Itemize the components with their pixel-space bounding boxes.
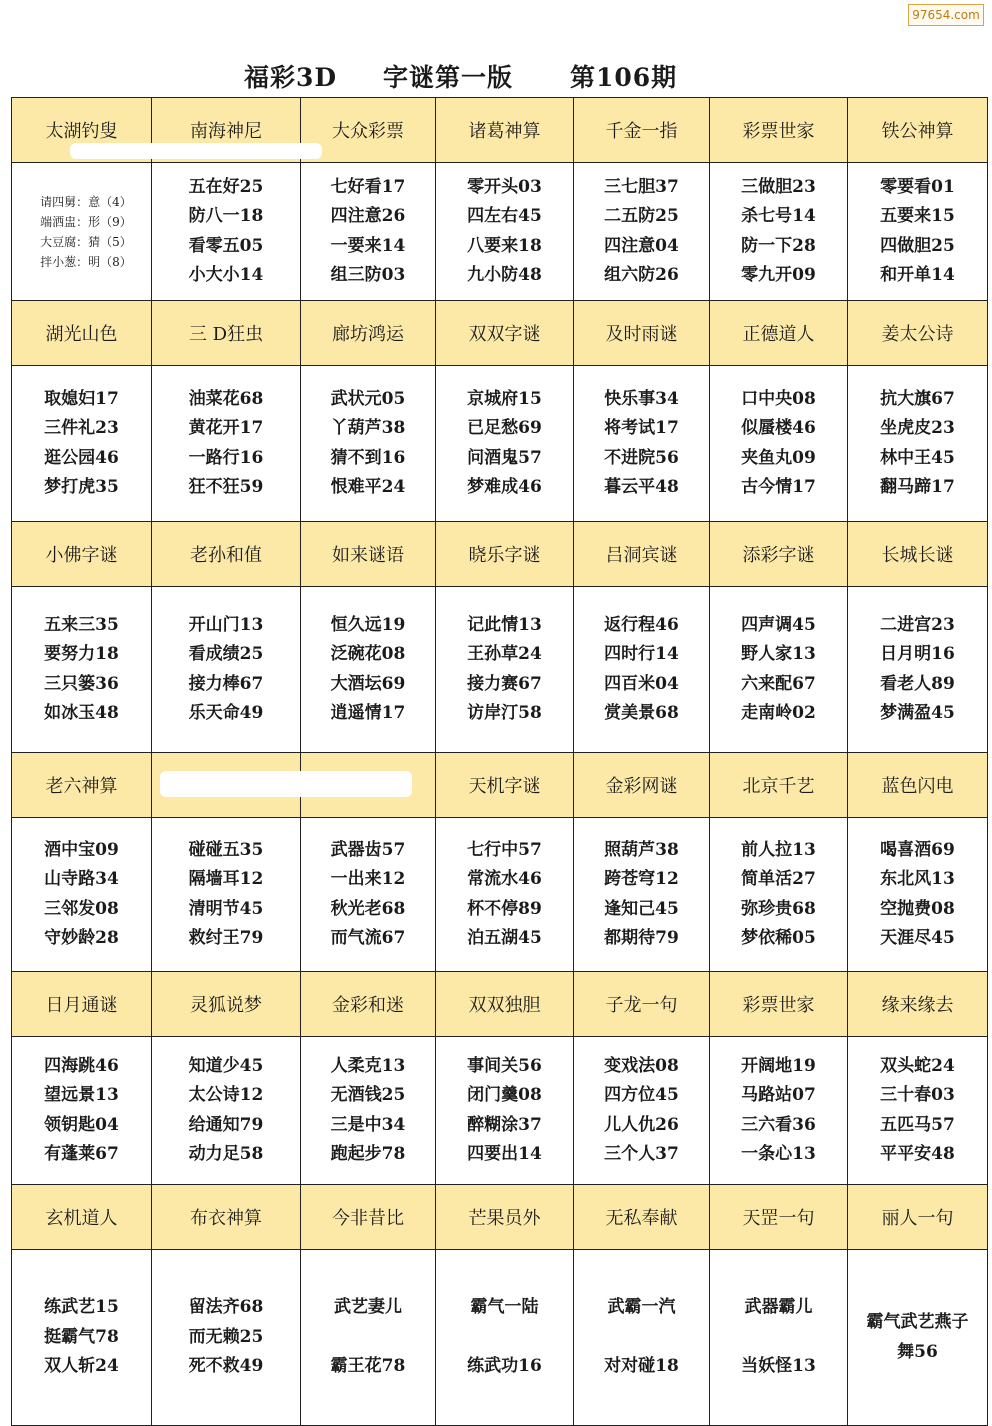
riddle-cell — [12, 1250, 152, 1426]
riddle-line: 开山门13 — [188, 614, 264, 635]
riddle-line: 一要来14 — [330, 235, 406, 256]
riddle-cell — [12, 1037, 152, 1185]
riddle-line: 而无赖25 — [188, 1326, 264, 1347]
riddle-cell — [574, 818, 710, 972]
riddle-line: 三做胆23 — [741, 176, 816, 197]
riddle-line: 记此情13 — [467, 614, 542, 635]
section-title: 老孙和值 — [152, 522, 301, 587]
riddle-line: 跨苍穹12 — [604, 869, 679, 889]
section-title: 芒果员外 — [436, 1185, 574, 1250]
section-title: 诸葛神算 — [436, 98, 574, 163]
riddle-cell — [848, 366, 988, 522]
blur-patch — [70, 143, 322, 159]
header-row — [12, 301, 988, 366]
riddle-line: 杯不停89 — [467, 898, 542, 919]
riddle-line: 变戏法08 — [604, 1055, 679, 1076]
riddle-line: 林中王45 — [880, 447, 955, 468]
riddle-line: 死不救49 — [188, 1356, 264, 1377]
riddle-cell — [152, 587, 301, 753]
riddle-line: 接力棒67 — [188, 673, 264, 694]
riddle-line: 取媳妇17 — [44, 388, 119, 409]
riddle-line: 防一下28 — [741, 235, 816, 256]
riddle-line: 儿人仇26 — [604, 1114, 679, 1135]
riddle-cell — [848, 163, 988, 301]
section-title: 彩票世家 — [710, 98, 848, 163]
riddle-line: 开阔地19 — [741, 1055, 816, 1076]
riddle-line: 翻马蹄17 — [880, 477, 955, 497]
riddle-line: 赏美景68 — [604, 703, 679, 723]
riddle-line: 快乐事34 — [604, 388, 679, 409]
riddle-line: 醉糊涂37 — [467, 1114, 542, 1135]
riddle-line: 五在好25 — [188, 176, 264, 197]
riddle-line: 三十春03 — [880, 1085, 955, 1105]
riddle-cell — [848, 818, 988, 972]
riddle-line: 拌小葱：明（8） — [40, 254, 132, 269]
section-title: 添彩字谜 — [710, 522, 848, 587]
riddle-cell — [301, 1037, 436, 1185]
riddle-line: 古今情17 — [741, 477, 816, 497]
riddle-line: 三只篓36 — [44, 673, 119, 694]
riddle-line: 挺霸气78 — [44, 1326, 119, 1347]
riddle-line: 四做胆25 — [880, 235, 955, 256]
riddle-line: 狂不狂59 — [188, 477, 264, 497]
riddle-line: 四海跳46 — [44, 1055, 119, 1076]
riddle-line: 三个人37 — [604, 1144, 679, 1164]
section-title: 缘来缘去 — [848, 972, 988, 1037]
riddle-line: 太公诗12 — [188, 1085, 264, 1105]
riddle-line: 端洒盅：形（9） — [40, 214, 132, 229]
riddle-line: 望远景13 — [44, 1085, 119, 1105]
content-row — [12, 1250, 988, 1426]
section-title: 灵狐说梦 — [152, 972, 301, 1037]
riddle-line: 练武功16 — [467, 1356, 542, 1377]
section-title: 北京千艺 — [710, 753, 848, 818]
riddle-cell — [436, 587, 574, 753]
riddle-line: 九小防48 — [467, 265, 542, 285]
riddle-line: 四百米04 — [604, 673, 679, 694]
riddle-line: 似蜃楼46 — [741, 418, 816, 438]
riddle-line: 梦满盈45 — [880, 703, 955, 723]
riddle-cell — [12, 818, 152, 972]
page-title — [0, 58, 992, 92]
riddle-cell — [12, 587, 152, 753]
issue-number: 第106期 — [570, 63, 678, 92]
riddle-line: 逢知己45 — [604, 898, 679, 919]
riddle-line: 五匹马57 — [880, 1114, 955, 1135]
riddle-line: 闭门羹08 — [467, 1085, 542, 1105]
riddle-cell — [710, 163, 848, 301]
riddle-cell — [574, 366, 710, 522]
riddle-cell — [436, 1037, 574, 1185]
riddle-line — [574, 1323, 709, 1353]
riddle-line: 马路站07 — [741, 1085, 816, 1105]
section-title: 双双字谜 — [436, 301, 574, 366]
riddle-line: 知道少45 — [188, 1055, 264, 1076]
riddle-line: 双头蛇24 — [880, 1055, 955, 1076]
lottery-name: 福彩3D — [244, 63, 338, 92]
riddle-line: 有蓬莱67 — [44, 1144, 119, 1164]
riddle-cell — [12, 366, 152, 522]
riddle-line: 都期待79 — [604, 928, 679, 948]
riddle-line: 组三防03 — [330, 265, 406, 285]
riddle-line: 坐虎皮23 — [880, 418, 955, 438]
section-title: 大众彩票 — [301, 98, 436, 163]
riddle-cell — [710, 1250, 848, 1426]
riddle-line: 七好看17 — [330, 176, 406, 197]
section-title: 姜太公诗 — [848, 301, 988, 366]
riddle-cell — [152, 366, 301, 522]
section-title: 千金一指 — [574, 98, 710, 163]
riddle-line: 霸气武艺燕子 — [866, 1312, 969, 1332]
riddle-line: 练武艺15 — [44, 1297, 119, 1318]
riddle-line: 七行中57 — [467, 839, 542, 860]
riddle-line: 四要出14 — [467, 1144, 542, 1164]
blur-patch — [160, 771, 412, 797]
riddle-line: 请四舅：意（4） — [40, 194, 132, 209]
riddle-line: 和开单14 — [880, 265, 955, 285]
riddle-line: 恨难平24 — [330, 477, 406, 497]
section-title: 老六神算 — [12, 753, 152, 818]
riddle-line: 领钥匙04 — [44, 1114, 119, 1135]
riddle-line: 武状元05 — [330, 388, 406, 409]
section-title: 晓乐字谜 — [436, 522, 574, 587]
riddle-line: 逛公园46 — [44, 447, 119, 468]
riddle-line: 武器齿57 — [330, 839, 406, 860]
riddle-cell — [436, 818, 574, 972]
riddle-line: 问酒鬼57 — [467, 447, 542, 468]
riddle-line: 泛碗花08 — [330, 644, 406, 664]
riddle-cell — [710, 818, 848, 972]
riddle-line: 泊五湖45 — [467, 928, 542, 948]
riddle-line: 梦难成46 — [467, 477, 542, 497]
section-title: 及时雨谜 — [574, 301, 710, 366]
riddle-line: 大酒坛69 — [330, 673, 406, 694]
riddle-line: 乐天命49 — [188, 703, 264, 723]
riddle-cell — [152, 163, 301, 301]
riddle-line: 事间关56 — [467, 1055, 542, 1076]
riddle-line: 四声调45 — [741, 614, 816, 635]
riddle-line: 接力赛67 — [467, 673, 542, 694]
riddle-line: 三是中34 — [330, 1114, 406, 1135]
content-row — [12, 818, 988, 972]
section-title: 无私奉献 — [574, 1185, 710, 1250]
section-title: 太湖钓叟 — [12, 98, 152, 163]
riddle-line: 给通知79 — [188, 1114, 264, 1135]
riddle-line: 杀七号14 — [741, 206, 816, 226]
section-title: 小佛字谜 — [12, 522, 152, 587]
riddle-cell — [152, 818, 301, 972]
riddle-cell — [848, 587, 988, 753]
riddle-cell — [574, 1037, 710, 1185]
riddle-line: 二进宫23 — [880, 614, 955, 635]
riddle-line: 救纣王79 — [188, 928, 264, 948]
riddle-line: 四注意04 — [604, 235, 679, 256]
riddle-cell — [436, 366, 574, 522]
riddle-line: 武霸一汽 — [607, 1297, 676, 1318]
riddle-line: 平平安48 — [880, 1144, 955, 1164]
riddle-line: 四左右45 — [467, 206, 542, 226]
riddle-line — [301, 1323, 435, 1353]
riddle-cell — [436, 163, 574, 301]
riddle-cell — [152, 1037, 301, 1185]
riddle-line: 山寺路34 — [44, 869, 119, 889]
riddle-line: 一路行16 — [188, 447, 264, 468]
riddle-line: 对对碰18 — [604, 1356, 679, 1377]
riddle-cell — [301, 163, 436, 301]
section-title: 三 D狂虫 — [152, 301, 301, 366]
riddle-line — [436, 1323, 573, 1353]
riddle-line: 丫葫芦38 — [330, 418, 406, 438]
edition-name: 字谜第一版 — [383, 63, 514, 92]
section-title: 丽人一句 — [848, 1185, 988, 1250]
riddle-line: 看成绩25 — [188, 644, 264, 664]
riddle-line: 油菜花68 — [188, 388, 264, 409]
section-title: 吕洞宾谜 — [574, 522, 710, 587]
riddle-line: 动力足58 — [188, 1144, 264, 1164]
riddle-line: 跑起步78 — [330, 1144, 406, 1164]
riddle-line: 防八一18 — [188, 206, 264, 226]
riddle-line: 舞56 — [897, 1341, 938, 1362]
riddle-line: 返行程46 — [604, 614, 679, 635]
section-title: 金彩和迷 — [301, 972, 436, 1037]
riddle-cell — [12, 163, 152, 301]
riddle-line: 隔墙耳12 — [188, 869, 264, 889]
section-title: 长城长谜 — [848, 522, 988, 587]
riddle-line: 六来配67 — [741, 673, 816, 694]
riddle-line: 三七胆37 — [604, 176, 679, 197]
riddle-cell — [848, 1250, 988, 1426]
riddle-line: 前人拉13 — [741, 839, 816, 860]
section-title: 廊坊鸿运 — [301, 301, 436, 366]
riddle-line — [710, 1323, 847, 1353]
header-row — [12, 753, 988, 818]
riddle-line: 一出来12 — [330, 869, 406, 889]
riddle-line: 当妖怪13 — [741, 1356, 816, 1377]
riddle-line: 双人斩24 — [44, 1356, 119, 1377]
riddle-line: 京城府15 — [467, 388, 542, 409]
section-title: 子龙一句 — [574, 972, 710, 1037]
riddle-cell — [301, 587, 436, 753]
riddle-line: 夹鱼丸09 — [741, 447, 816, 468]
riddle-line: 恒久远19 — [330, 614, 406, 635]
riddle-line: 武艺妻儿 — [334, 1297, 402, 1318]
header-row — [12, 522, 988, 587]
riddle-line: 五要来15 — [880, 206, 955, 226]
riddle-line: 霸王花78 — [330, 1356, 406, 1377]
riddle-line: 四时行14 — [604, 644, 679, 664]
section-title: 如来谜语 — [301, 522, 436, 587]
riddle-cell — [301, 366, 436, 522]
riddle-line: 抗大旗67 — [880, 388, 955, 409]
riddle-line: 留法齐68 — [188, 1297, 264, 1318]
section-title: 双双独胆 — [436, 972, 574, 1037]
site-watermark: 97654.com — [908, 4, 984, 26]
riddle-cell — [152, 1250, 301, 1426]
riddle-line: 要努力18 — [44, 644, 119, 664]
content-row — [12, 587, 988, 753]
riddle-line: 三邻发08 — [44, 898, 119, 919]
riddle-line: 黄花开17 — [188, 418, 264, 438]
riddle-line: 四方位45 — [604, 1085, 679, 1105]
riddle-line: 天涯尽45 — [880, 928, 955, 948]
content-row — [12, 163, 988, 301]
riddle-line: 秋光老68 — [330, 898, 406, 919]
riddle-line: 八要来18 — [467, 235, 542, 256]
riddle-line: 猜不到16 — [330, 447, 406, 468]
section-title: 蓝色闪电 — [848, 753, 988, 818]
header-row — [12, 1185, 988, 1250]
section-title: 天罡一句 — [710, 1185, 848, 1250]
riddle-line: 一条心13 — [741, 1144, 816, 1164]
riddle-line: 大豆腐：猜（5） — [40, 234, 132, 249]
riddle-line: 零要看01 — [880, 176, 955, 197]
riddle-line: 口中央08 — [741, 388, 816, 409]
riddle-line: 逍遥情17 — [330, 703, 406, 723]
riddle-cell — [301, 1250, 436, 1426]
section-title: 玄机道人 — [12, 1185, 152, 1250]
section-title: 天机字谜 — [436, 753, 574, 818]
riddle-line: 而气流67 — [330, 928, 406, 948]
riddle-line: 弥珍贵68 — [741, 898, 816, 919]
riddle-cell — [301, 818, 436, 972]
riddle-line: 霸气一陆 — [470, 1297, 539, 1318]
content-row — [12, 1037, 988, 1185]
riddle-line: 小大小14 — [188, 265, 264, 285]
section-title: 铁公神算 — [848, 98, 988, 163]
riddle-line: 组六防26 — [604, 265, 679, 285]
riddle-line: 如冰玉48 — [44, 703, 119, 723]
riddle-line: 不进院56 — [604, 447, 679, 468]
riddle-line: 常流水46 — [467, 869, 542, 889]
riddle-line: 五来三35 — [44, 614, 119, 635]
riddle-line: 酒中宝09 — [44, 839, 119, 860]
riddle-line: 零九开09 — [741, 265, 816, 285]
riddle-line: 王孙草24 — [467, 644, 542, 664]
riddle-cell — [710, 1037, 848, 1185]
section-title: 湖光山色 — [12, 301, 152, 366]
riddle-line: 无酒钱25 — [330, 1085, 406, 1105]
riddle-line: 野人家13 — [741, 644, 816, 664]
riddle-line: 看零五05 — [188, 235, 264, 256]
riddle-cell — [710, 366, 848, 522]
riddle-cell — [574, 587, 710, 753]
riddle-line: 守妙龄28 — [44, 928, 119, 948]
content-row — [12, 366, 988, 522]
riddle-line: 暮云平48 — [604, 477, 679, 497]
riddle-line: 人柔克13 — [330, 1055, 406, 1076]
riddle-line: 日月明16 — [880, 644, 955, 664]
riddle-cell — [710, 587, 848, 753]
riddle-line: 看老人89 — [880, 673, 955, 694]
header-row — [12, 972, 988, 1037]
section-title: 今非昔比 — [301, 1185, 436, 1250]
riddle-cell — [436, 1250, 574, 1426]
section-title: 布衣神算 — [152, 1185, 301, 1250]
section-title: 日月通谜 — [12, 972, 152, 1037]
riddle-line: 走南岭02 — [741, 703, 816, 723]
riddle-cell — [574, 1250, 710, 1426]
riddle-line: 三六看36 — [741, 1114, 816, 1135]
riddle-grid — [11, 97, 988, 1426]
riddle-line: 已足愁69 — [467, 418, 542, 438]
riddle-line: 照葫芦38 — [604, 839, 679, 860]
section-title: 金彩网谜 — [574, 753, 710, 818]
section-title: 南海神尼 — [152, 98, 301, 163]
riddle-line: 东北风13 — [880, 869, 955, 889]
riddle-line: 清明节45 — [188, 898, 264, 919]
section-title: 正德道人 — [710, 301, 848, 366]
riddle-line: 零开头03 — [467, 176, 542, 197]
riddle-line: 三件礼23 — [44, 418, 119, 438]
riddle-line: 喝喜酒69 — [880, 839, 955, 860]
riddle-line: 梦依稀05 — [741, 928, 816, 948]
riddle-line: 四注意26 — [330, 206, 406, 226]
riddle-line: 梦打虎35 — [44, 477, 119, 497]
riddle-cell — [848, 1037, 988, 1185]
riddle-line: 武器霸儿 — [744, 1297, 813, 1318]
riddle-line: 将考试17 — [604, 418, 679, 438]
riddle-line: 二五防25 — [604, 206, 679, 226]
section-title: 彩票世家 — [710, 972, 848, 1037]
riddle-line: 访岸汀58 — [467, 703, 542, 723]
riddle-line: 空抛费08 — [880, 898, 955, 919]
riddle-cell — [574, 163, 710, 301]
riddle-line: 碰碰五35 — [188, 839, 264, 860]
riddle-line: 简单活27 — [741, 869, 816, 889]
